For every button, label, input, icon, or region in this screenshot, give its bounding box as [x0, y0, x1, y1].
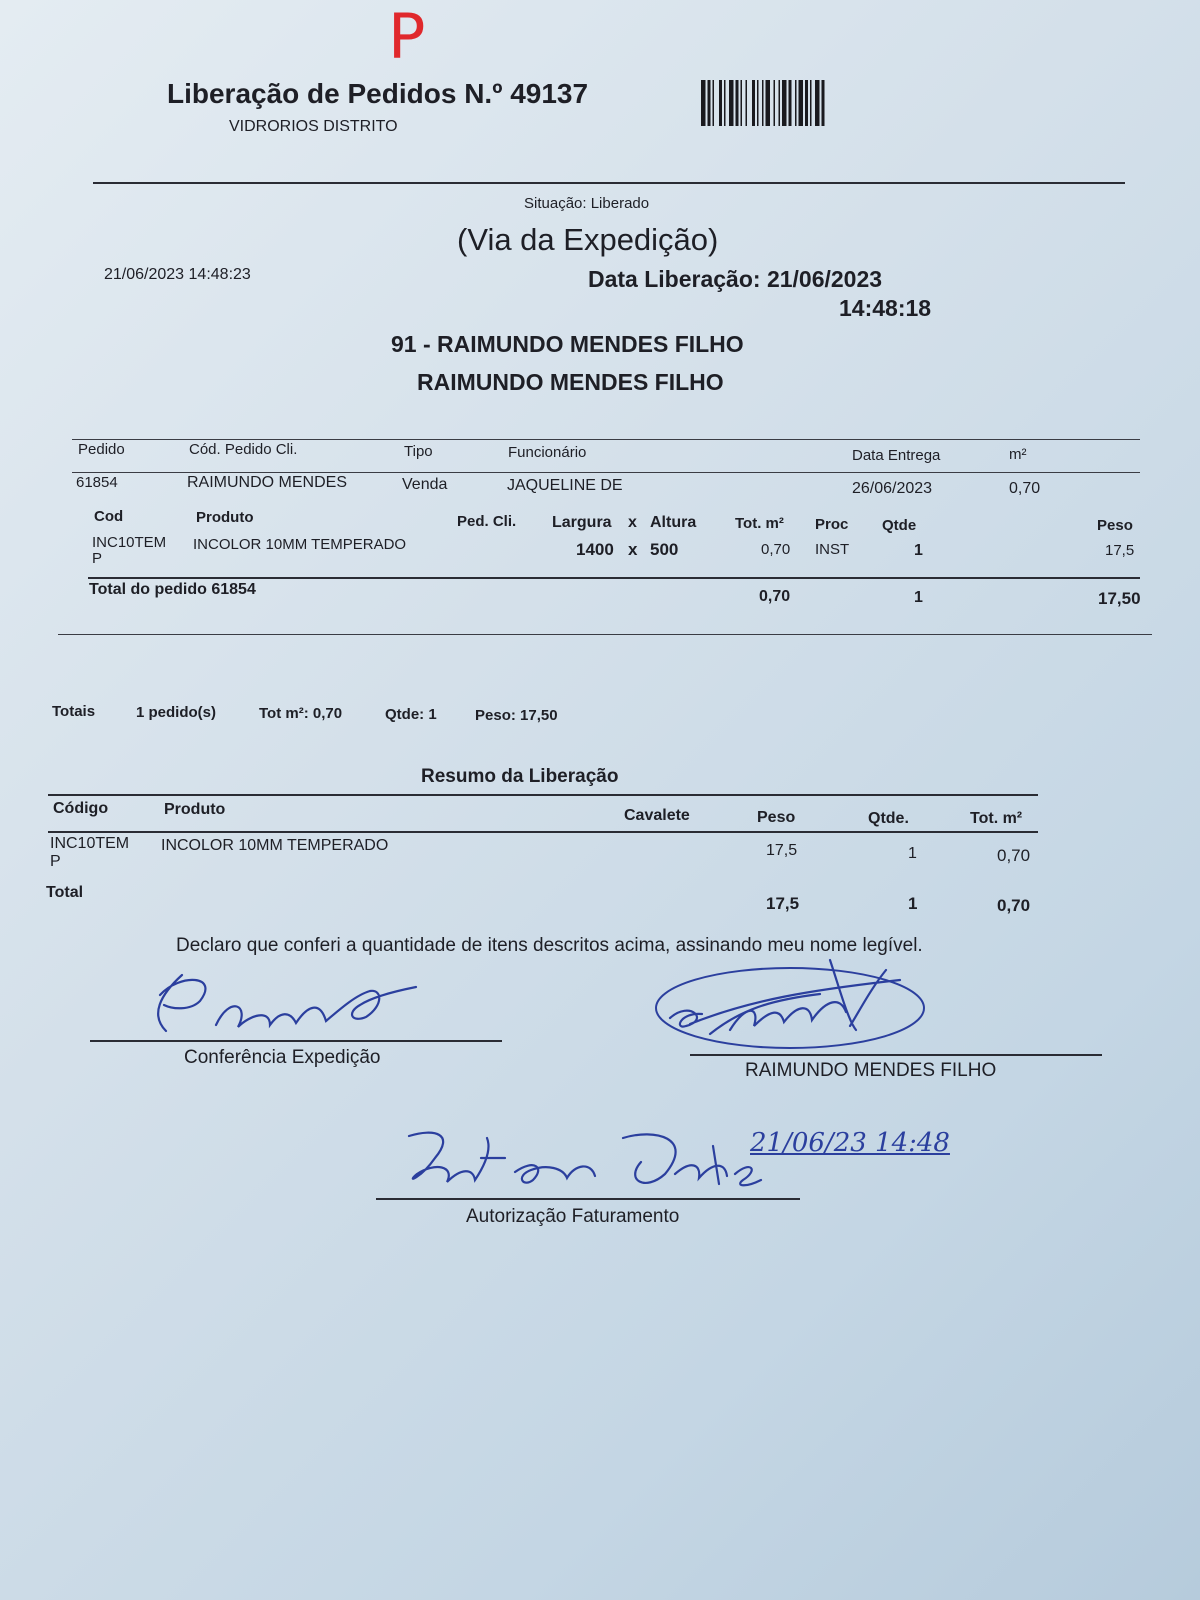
item-cell-largura: 1400	[576, 540, 614, 559]
company-name: VIDRORIOS DISTRITO	[229, 118, 398, 135]
item-cell-proc: INST	[815, 541, 850, 558]
cell-tipo: Venda	[402, 476, 448, 493]
col-header-funcionario: Funcionário	[508, 444, 587, 461]
totals-m2: Tot m²: 0,70	[259, 705, 343, 722]
resumo-title: Resumo da Liberação	[421, 766, 619, 787]
order-total-qtde: 1	[914, 589, 923, 606]
cell-data-entrega: 26/06/2023	[852, 480, 933, 497]
signature-line-cliente	[690, 1054, 1102, 1056]
item-cell-produto: INCOLOR 10MM TEMPERADO	[193, 536, 407, 553]
order-total-peso: 17,50	[1098, 589, 1141, 608]
item-cell-cod-line1: INC10TEM	[92, 534, 167, 551]
order-section-end-rule	[58, 634, 1152, 635]
item-cell-qtde: 1	[914, 542, 923, 559]
item-header-altura: Altura	[650, 514, 697, 531]
item-header-produto: Produto	[196, 509, 254, 526]
item-cell-altura: 500	[650, 540, 679, 559]
resumo-header-codigo: Código	[53, 800, 109, 817]
signature-line-autorizacao	[376, 1198, 800, 1200]
client-name-line2: RAIMUNDO MENDES FILHO	[417, 369, 724, 395]
item-header-proc: Proc	[815, 516, 849, 533]
col-header-pedido: Pedido	[78, 441, 125, 458]
item-cell-cod-line2: P	[92, 550, 103, 567]
item-header-qtde: Qtde	[882, 517, 917, 534]
col-header-tipo: Tipo	[404, 443, 433, 460]
item-total-rule	[88, 577, 1140, 579]
col-header-m2: m²	[1009, 446, 1027, 463]
cell-pedido: 61854	[76, 474, 118, 491]
totals-peso: Peso: 17,50	[475, 707, 558, 724]
signature-line-expedicao	[90, 1040, 502, 1042]
resumo-top-rule	[48, 794, 1038, 796]
via-title: (Via da Expedição)	[457, 222, 719, 257]
resumo-header-cavalete: Cavalete	[624, 807, 690, 824]
col-header-data-entrega: Data Entrega	[852, 447, 941, 464]
item-cell-x: x	[628, 540, 638, 559]
item-cell-peso: 17,5	[1105, 542, 1135, 559]
totals-label: Totais	[52, 703, 96, 720]
resumo-total-label: Total	[46, 884, 84, 901]
item-header-largura: Largura	[552, 514, 612, 531]
release-time: 14:48:18	[839, 295, 932, 321]
cell-cod-cli: RAIMUNDO MENDES	[187, 474, 348, 491]
resumo-cell-qtde: 1	[908, 845, 917, 862]
status-text: Situação: Liberado	[524, 195, 650, 212]
handwritten-mark: P	[388, 0, 426, 73]
item-header-peso: Peso	[1097, 517, 1133, 534]
document-title: Liberação de Pedidos N.º 49137	[167, 78, 589, 109]
barcode	[701, 80, 883, 126]
declaration-text: Declaro que conferi a quantidade de itens descritos acima, assinando meu nome legível.	[176, 935, 923, 956]
order-table-top-rule	[72, 439, 1140, 440]
item-header-cod: Cod	[94, 508, 124, 525]
signature-autorizacao	[395, 1118, 775, 1208]
signature-caption-expedicao: Conferência Expedição	[184, 1047, 381, 1068]
order-total-m2: 0,70	[759, 588, 791, 605]
totals-qtde: Qtde: 1	[385, 706, 437, 723]
header-divider	[93, 182, 1125, 184]
resumo-header-qtde: Qtde.	[868, 810, 909, 827]
client-name-line1: 91 - RAIMUNDO MENDES FILHO	[391, 331, 744, 357]
resumo-total-qtde: 1	[908, 894, 918, 913]
item-header-tot-m2: Tot. m²	[735, 515, 784, 532]
resumo-cell-codigo-line1: INC10TEM	[50, 835, 130, 852]
resumo-cell-produto: INCOLOR 10MM TEMPERADO	[161, 837, 389, 854]
handwritten-date: 21/06/23 14:48	[750, 1128, 950, 1158]
order-total-label: Total do pedido 61854	[89, 581, 256, 598]
resumo-cell-peso: 17,5	[766, 842, 798, 859]
cell-m2: 0,70	[1009, 480, 1041, 497]
resumo-total-peso: 17,5	[766, 894, 800, 913]
order-table-header-rule	[72, 472, 1140, 473]
resumo-cell-codigo-line2: P	[50, 853, 61, 870]
signature-caption-autorizacao: Autorização Faturamento	[466, 1206, 680, 1227]
resumo-header-peso: Peso	[757, 809, 796, 826]
resumo-total-tot-m2: 0,70	[997, 896, 1031, 915]
col-header-cod-cli: Cód. Pedido Cli.	[189, 441, 298, 458]
resumo-header-rule	[48, 831, 1038, 833]
signature-expedicao	[120, 965, 440, 1045]
signature-caption-cliente: RAIMUNDO MENDES FILHO	[745, 1060, 997, 1081]
cell-funcionario: JAQUELINE DE	[507, 477, 623, 494]
release-date: Data Liberação: 21/06/2023	[588, 266, 883, 292]
resumo-header-produto: Produto	[164, 801, 226, 818]
item-cell-tot-m2: 0,70	[761, 541, 791, 558]
print-datetime: 21/06/2023 14:48:23	[104, 266, 251, 283]
resumo-header-tot-m2: Tot. m²	[970, 810, 1023, 827]
item-header-ped-cli: Ped. Cli.	[457, 513, 517, 530]
item-header-x: x	[628, 514, 637, 531]
resumo-cell-tot-m2: 0,70	[997, 846, 1031, 865]
totals-pedidos: 1 pedido(s)	[136, 704, 217, 721]
